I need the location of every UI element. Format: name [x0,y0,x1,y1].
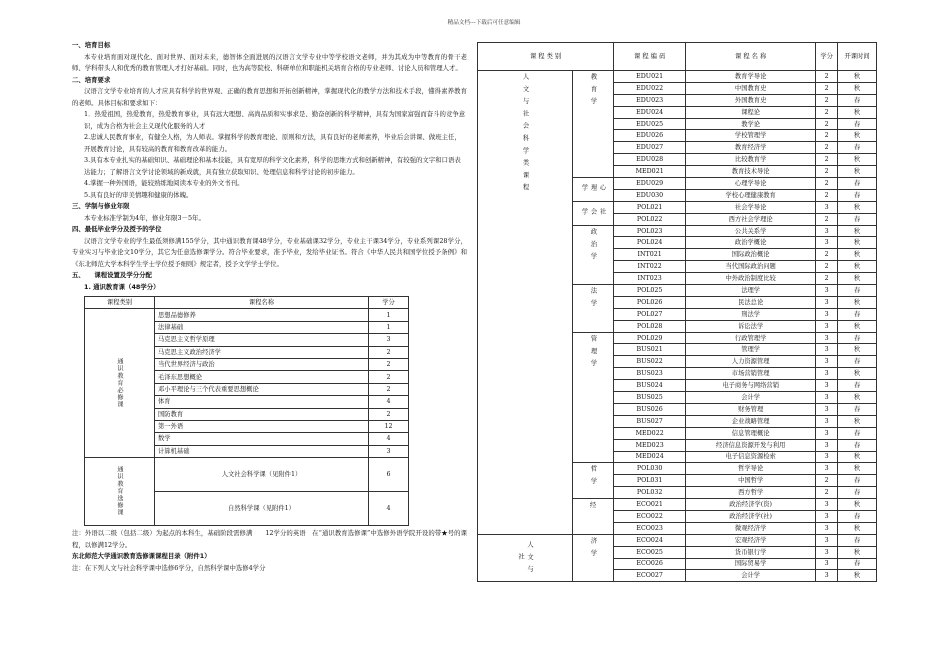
course-name: 自然科学课（见附件1） [155,492,369,526]
course-name: 西方社会学理论 [686,213,816,225]
table-row [85,309,409,321]
col-header-credits: 学分 [369,297,409,309]
section-4-text: 汉语言文学专业的学生最低须修满155学分，其中通识教育课48学分，专业基础课32学分，专业主干课34学分，专业系列课28学分，专业实习与毕业论文10学分，其它为任意选修课学分。符合毕业要求，准予毕业，发给毕业证书。符合《中华人民共和国学位授予条例》和《东北师范大学本科学生学士学位授予细则》规定者，授予文学学士学位。 [72,236,467,268]
course-code: MED023 [614,439,686,451]
course-code: ECO022 [614,510,686,522]
course-name: 微观经济学 [686,522,816,534]
course-credits: 3 [816,499,838,511]
sub-category [573,225,614,284]
course-code: POL021 [614,201,686,213]
course-credits: 2 [816,178,838,190]
course-term: 春 [838,439,877,451]
course-term: 秋 [838,368,877,380]
sub-category-label: 济学 [589,536,597,562]
course-term: 春 [838,213,877,225]
course-term: 春 [838,475,877,487]
course-credits: 3 [816,427,838,439]
course-term: 春 [838,403,877,415]
course-credits: 2 [816,82,838,94]
sub-category-label: 法学 [589,287,597,312]
course-name: 体育 [155,396,369,408]
course-term: 春 [838,510,877,522]
course-term: 秋 [838,201,877,213]
section-5-title: 五、 课程设置及学分分配 [72,271,152,279]
course-term: 春 [838,534,877,546]
course-code: EDU023 [614,94,686,106]
sub-category [573,178,614,202]
sub-category [573,285,614,333]
course-code: POL022 [614,213,686,225]
course-name: 毛泽东思想概论 [155,371,369,383]
course-credits: 2 [816,487,838,499]
col-header-category: 课程类别 [85,297,155,309]
sub-category [573,534,614,582]
course-code: POL023 [614,225,686,237]
course-term: 秋 [838,237,877,249]
course-name: 计算机基础 [155,445,369,457]
course-term: 春 [838,380,877,392]
course-term: 春 [838,487,877,499]
course-term: 秋 [838,344,877,356]
course-code: POL030 [614,463,686,475]
course-code: EDU030 [614,189,686,201]
course-term: 秋 [838,106,877,118]
col-header-credits: 学分 [816,43,838,71]
course-code: EDU026 [614,130,686,142]
course-credits: 2 [816,94,838,106]
course-code: INT023 [614,273,686,285]
course-name: 马克思主义哲学原理 [155,334,369,346]
main-category [478,71,573,535]
main-category [478,534,573,582]
elective-course-table [477,42,877,582]
course-name: 政治经济学(社) [686,510,816,522]
requirement-item: 5.具有良好的审美情趣和健康的体魄。 [84,190,193,199]
course-credits: 2 [816,71,838,83]
course-term: 春 [838,285,877,297]
course-credits: 3 [816,285,838,297]
course-code: BUS023 [614,368,686,380]
section-4-title: 四、最低毕业学分及授予的学位 [72,225,162,233]
course-credits: 1 [369,321,409,333]
course-code: EDU028 [614,154,686,166]
course-name: 课程论 [686,106,816,118]
course-name: 国际政治概论 [686,249,816,261]
course-code: ECO021 [614,499,686,511]
course-name: 人文社会科学课（见附件1） [155,458,369,492]
course-name: 社会学导论 [686,201,816,213]
course-credits: 3 [816,439,838,451]
course-name: 企业战略管理 [686,415,816,427]
course-credits: 3 [816,201,838,213]
course-code: MED024 [614,451,686,463]
requirement-item: 4.掌握一种外国语，能较熟练地阅读本专业的外文书刊。 [84,179,244,187]
course-credits: 3 [816,451,838,463]
course-credits: 3 [369,445,409,457]
course-name: 教育技术导论 [686,166,816,178]
course-credits: 2 [816,261,838,273]
course-credits: 3 [369,334,409,346]
course-code: POL024 [614,237,686,249]
course-credits: 3 [816,558,838,570]
course-term: 春 [838,356,877,368]
course-term: 秋 [838,296,877,308]
course-term: 春 [838,118,877,130]
course-code: ECO024 [614,534,686,546]
sub-category-label: 社会学 [580,208,606,221]
course-term: 春 [838,558,877,570]
course-credits: 2 [816,118,838,130]
course-name: 财务管理 [686,403,816,415]
course-credits: 2 [369,383,409,395]
sub-category [573,332,614,463]
course-term: 秋 [838,225,877,237]
requirement-item: 3.具有本专业扎实的基础知识、基础理论和基本技能，具有宽厚的科学文化素养，科学的思维方式和创新精神，有较强的文字和口语表达能力；了解语言文学讨论领域的新成就，具有独立获取知识、处理信息和科学讨论的初步能力。 [84,156,461,176]
course-name: 货币银行学 [686,546,816,558]
col-header-course: 课程名称 [155,297,369,309]
course-credits: 4 [369,433,409,445]
course-code: MED021 [614,166,686,178]
course-term: 秋 [838,130,877,142]
sub-category-label: 政治学 [589,227,597,265]
course-credits: 3 [816,320,838,332]
course-credits: 3 [816,403,838,415]
course-name: 会计学 [686,392,816,404]
course-credits: 2 [816,130,838,142]
course-name: 法律基础 [155,321,369,333]
course-term: 秋 [838,71,877,83]
course-term: 春 [838,178,877,190]
main-category-label: 人文与社 [517,540,533,578]
course-code: INT021 [614,249,686,261]
course-name: 思想品德修养 [155,309,369,321]
course-code: BUS026 [614,403,686,415]
course-name: 人力资源管理 [686,356,816,368]
main-category-label: 人文与社会科学类课程 [521,73,529,196]
course-name: 管理学 [686,344,816,356]
course-term: 秋 [838,166,877,178]
course-credits: 2 [816,273,838,285]
course-credits: 2 [816,166,838,178]
course-code: POL032 [614,487,686,499]
course-term: 秋 [838,82,877,94]
left-column [72,40,467,574]
course-credits: 3 [816,463,838,475]
course-name: 信息管理概论 [686,427,816,439]
course-credits: 3 [816,296,838,308]
table-row [85,458,409,492]
course-term: 秋 [838,463,877,475]
sub-category-label: 哲学 [589,465,597,490]
course-name: 心理学导论 [686,178,816,190]
category-required [85,309,155,458]
course-name: 学校管理学 [686,130,816,142]
course-credits: 3 [816,415,838,427]
header-note: 精品文档---下载后可任意编辑 [447,20,521,26]
general-education-table [84,296,409,526]
sub-category [573,463,614,499]
course-term: 秋 [838,261,877,273]
course-name: 西方哲学 [686,487,816,499]
course-credits: 2 [816,213,838,225]
course-code: BUS025 [614,392,686,404]
course-credits: 1 [369,309,409,321]
table-row [478,534,877,546]
course-code: ECO026 [614,558,686,570]
course-credits: 3 [816,356,838,368]
course-term: 秋 [838,154,877,166]
course-name: 邓小平理论与三个代表重要思想概论 [155,383,369,395]
course-name: 国际贸易学 [686,558,816,570]
course-name: 政治经济学(资) [686,499,816,511]
course-credits: 3 [816,534,838,546]
col-header-term: 开课时间 [838,43,877,71]
course-name: 政治学概论 [686,237,816,249]
course-credits: 2 [369,408,409,420]
course-code: EDU024 [614,106,686,118]
course-name: 哲学导论 [686,463,816,475]
col-header-code: 课 程 编 码 [614,43,686,71]
course-code: POL026 [614,296,686,308]
course-term: 秋 [838,249,877,261]
course-credits: 3 [816,332,838,344]
course-credits: 2 [816,142,838,154]
category-elective [85,458,155,526]
course-name: 当代世界经济与政治 [155,358,369,370]
course-name: 中国教育史 [686,82,816,94]
course-term: 秋 [838,499,877,511]
course-term: 春 [838,332,877,344]
course-name: 学校心理健康教育 [686,189,816,201]
course-name: 公共关系学 [686,225,816,237]
course-code: BUS024 [614,380,686,392]
course-code: ECO023 [614,522,686,534]
section-5-subtitle: 1. 通识教育课（48学分） [84,282,160,291]
course-term: 秋 [838,415,877,427]
course-code: POL025 [614,285,686,297]
section-3-title: 三、学制与修业年限 [72,202,130,210]
sub-category-label: 管理学 [589,334,597,372]
course-name: 宏观经济学 [686,534,816,546]
course-code: INT022 [614,261,686,273]
course-credits: 3 [816,237,838,249]
course-code: EDU029 [614,178,686,190]
course-name: 第一外语 [155,420,369,432]
section-3-text: 本专业标准学制为4年，修业年限3－5年。 [84,213,205,222]
course-credits: 2 [369,358,409,370]
course-code: BUS021 [614,344,686,356]
course-name: 行政管理学 [686,332,816,344]
course-credits: 2 [816,189,838,201]
sub-category-label: 教育学 [589,73,597,110]
course-code: EDU025 [614,118,686,130]
course-name: 国防教育 [155,408,369,420]
course-name: 数学 [155,433,369,445]
course-credits: 2 [816,106,838,118]
course-code: EDU027 [614,142,686,154]
course-code: BUS027 [614,415,686,427]
course-name: 外国教育史 [686,94,816,106]
course-name: 教学论 [686,118,816,130]
course-code: POL031 [614,475,686,487]
course-name: 民法总论 [686,296,816,308]
course-term: 春 [838,94,877,106]
course-credits: 3 [816,510,838,522]
course-term: 秋 [838,392,877,404]
course-code: EDU022 [614,82,686,94]
course-credits: 6 [369,458,409,492]
course-credits: 4 [369,492,409,526]
course-credits: 3 [816,380,838,392]
course-credits: 3 [816,368,838,380]
course-credits: 2 [816,154,838,166]
course-credits: 2 [816,475,838,487]
course-code: BUS022 [614,356,686,368]
course-name: 电子信息资源检索 [686,451,816,463]
course-code: ECO025 [614,546,686,558]
course-term: 春 [838,427,877,439]
course-name: 马克思主义政治经济学 [155,346,369,358]
sub-category [573,71,614,178]
requirement-item: 1．热爱祖国，热爱教育，热爱教育事业，具有远大理想、高尚品质和实事求是、勤奋创新的科学精神，具有为国家富强而奋斗的竞争意识，成为合格为社会主义现代化服务的人才 [84,110,466,130]
note-foreign-language: 注：外语以二级（包括二级）为起点的本科生，基础阶段需修满 12学分的英语 在“通识教育选修课”中选修外语学院开设的带★号的课程，以修满12学分。 [72,529,467,549]
category-label: 通识教育必修课 [116,358,123,409]
course-credits: 3 [816,308,838,320]
course-term: 春 [838,189,877,201]
course-credits: 3 [816,546,838,558]
course-name: 教育学导论 [686,71,816,83]
course-term: 秋 [838,546,877,558]
course-name: 电子商务与网络营销 [686,380,816,392]
course-name: 教育经济学 [686,142,816,154]
course-term: 春 [838,308,877,320]
course-name: 会计学 [686,570,816,582]
course-code: POL027 [614,308,686,320]
note-elective: 注：在下列人文与社会科学课中选修6学分，自然科学课中选修4学分 [72,563,266,572]
course-term: 秋 [838,451,877,463]
sub-category-label: 经 [589,502,597,510]
course-credits: 3 [816,344,838,356]
appendix-title: 东北师范大学通识教育选修课课程目录（附件1） [72,552,211,561]
course-name: 经济信息资源开发与利用 [686,439,816,451]
category-label: 通识教育选修课 [116,466,123,517]
course-credits: 3 [816,522,838,534]
course-term: 秋 [838,522,877,534]
section-1-title: 一、培育目标 [72,41,111,49]
right-column [477,42,877,582]
course-name: 当代国际政治问题 [686,261,816,273]
requirement-item: 2.忠诚人民教育事业，有健全人格，为人师表。掌握科学的教育理论、原则和方法，具有良好的老师素养，毕业后会讲课、做班主任，开展教育讨论，具有较高的教育和教育改革的能力。 [84,133,461,153]
course-term: 秋 [838,320,877,332]
course-code: EDU021 [614,71,686,83]
course-name: 中外政治制度比较 [686,273,816,285]
course-code: ECO027 [614,570,686,582]
course-term: 秋 [838,570,877,582]
section-1-text: 本专业培育面对现代化、面对世界、面对未来，德智体全面进展的汉语言文学专业中等学校语文老师，并为其成为中等教育的骨干老师、学科带头人和优秀的教育管理人才打好基础。同时，也为高等院校、科研单位和职能机关培育合格的专业老师、讨论人员和管理人才。 [72,52,467,72]
course-credits: 3 [816,392,838,404]
section-2-text: 汉语言文学专业培育的人才应具有科学的世界观、正确的教育思想和开拓创新精神，掌握现代化的教学方法和技术手段，懂得素养教育的老师。具体目标和要求如下： [72,87,467,107]
course-credits: 2 [369,346,409,358]
course-name: 比较教育学 [686,154,816,166]
course-name: 市场营销管理 [686,368,816,380]
course-credits: 12 [369,420,409,432]
course-name: 法理学 [686,285,816,297]
sub-category [573,201,614,225]
course-credits: 2 [369,371,409,383]
col-header-name: 课 程 名 称 [686,43,816,71]
sub-category-label: 心理学 [580,184,606,197]
course-code: MED022 [614,427,686,439]
sub-category [573,499,614,535]
col-header-category: 课 程 类 别 [478,43,614,71]
course-code: POL029 [614,332,686,344]
course-credits: 4 [369,396,409,408]
course-term: 秋 [838,273,877,285]
course-credits: 3 [816,570,838,582]
table-row [478,71,877,83]
course-credits: 3 [816,225,838,237]
course-term: 春 [838,142,877,154]
course-name: 诉讼法学 [686,320,816,332]
section-2-title: 二、培育要求 [72,75,111,84]
course-credits: 2 [816,249,838,261]
course-code: POL028 [614,320,686,332]
course-name: 刑法学 [686,308,816,320]
course-name: 中国哲学 [686,475,816,487]
